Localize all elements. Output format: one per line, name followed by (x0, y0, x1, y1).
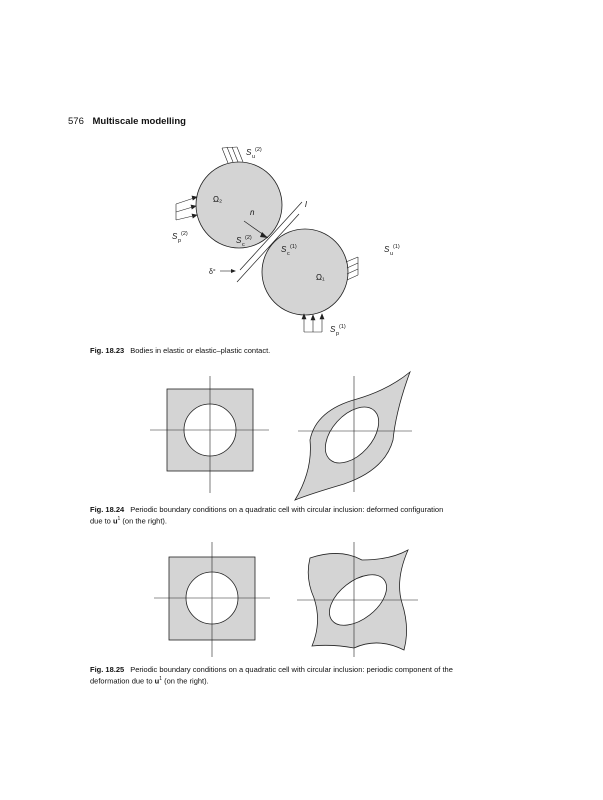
svg-text:(1): (1) (339, 324, 346, 330)
caption-bold-u: u (112, 516, 118, 525)
svg-text:p: p (336, 331, 340, 337)
running-title: Multiscale modelling (92, 116, 186, 127)
caption-label: Fig. 18.23 (90, 346, 125, 355)
svg-text:(2): (2) (245, 235, 252, 241)
label-delta: δ° (209, 269, 216, 276)
svg-text:(2): (2) (255, 147, 262, 153)
caption-text: Bodies in elastic or elastic–plastic contact. (130, 346, 271, 355)
svg-text:u: u (390, 251, 394, 257)
page-number: 576 (68, 116, 84, 127)
label-n: n (250, 208, 255, 217)
svg-text:S: S (236, 236, 242, 245)
caption-text-line1: Periodic boundary conditions on a quadratic cell with circular inclusion: periodic component of the (130, 665, 453, 674)
caption-sup: 1 (117, 515, 121, 522)
svg-text:(2): (2) (181, 231, 188, 237)
figure-18-25 (0, 540, 603, 665)
svg-text:c: c (287, 251, 290, 257)
label-omega1: Ω₁ (316, 273, 325, 282)
caption-fig-18-24 (90, 505, 490, 526)
svg-text:p: p (178, 238, 182, 244)
label-sp1 (330, 324, 346, 337)
load-arrows-sp1 (302, 314, 324, 332)
svg-text:S: S (384, 245, 390, 254)
figure-18-24 (0, 370, 603, 505)
caption-bold-u: u (154, 676, 160, 685)
delta-arrowhead (231, 269, 236, 273)
caption-text-line1: Periodic boundary conditions on a quadratic cell with circular inclusion: deformed configuration (130, 505, 444, 514)
caption-label: Fig. 18.24 (90, 505, 125, 514)
running-header (68, 116, 186, 127)
caption-sup: 1 (159, 675, 163, 682)
caption-fig-18-23 (90, 346, 490, 356)
figure-18-23 (0, 140, 603, 340)
caption-label: Fig. 18.25 (90, 665, 125, 674)
label-sp2 (172, 231, 188, 244)
label-su1 (384, 244, 400, 257)
caption-text-line2b: (on the right). (162, 676, 209, 685)
svg-text:(1): (1) (393, 244, 400, 250)
svg-text:S: S (246, 148, 252, 157)
load-arrows-sp2 (176, 196, 197, 220)
caption-text-line2a: due to (90, 516, 113, 525)
body-omega1 (262, 229, 348, 315)
svg-text:S: S (172, 232, 178, 241)
caption-fig-18-25 (90, 665, 490, 686)
label-su2 (246, 147, 262, 160)
svg-text:S: S (281, 245, 287, 254)
label-omega2: Ω₂ (213, 195, 223, 204)
label-l: l (305, 200, 307, 209)
svg-text:u: u (252, 154, 256, 160)
support-su2 (222, 147, 243, 163)
caption-text-line2a: deformation due to (90, 676, 155, 685)
svg-text:(1): (1) (290, 244, 297, 250)
svg-text:c: c (242, 242, 245, 248)
caption-text-line2b: (on the right). (120, 516, 168, 525)
svg-text:S: S (330, 325, 336, 334)
